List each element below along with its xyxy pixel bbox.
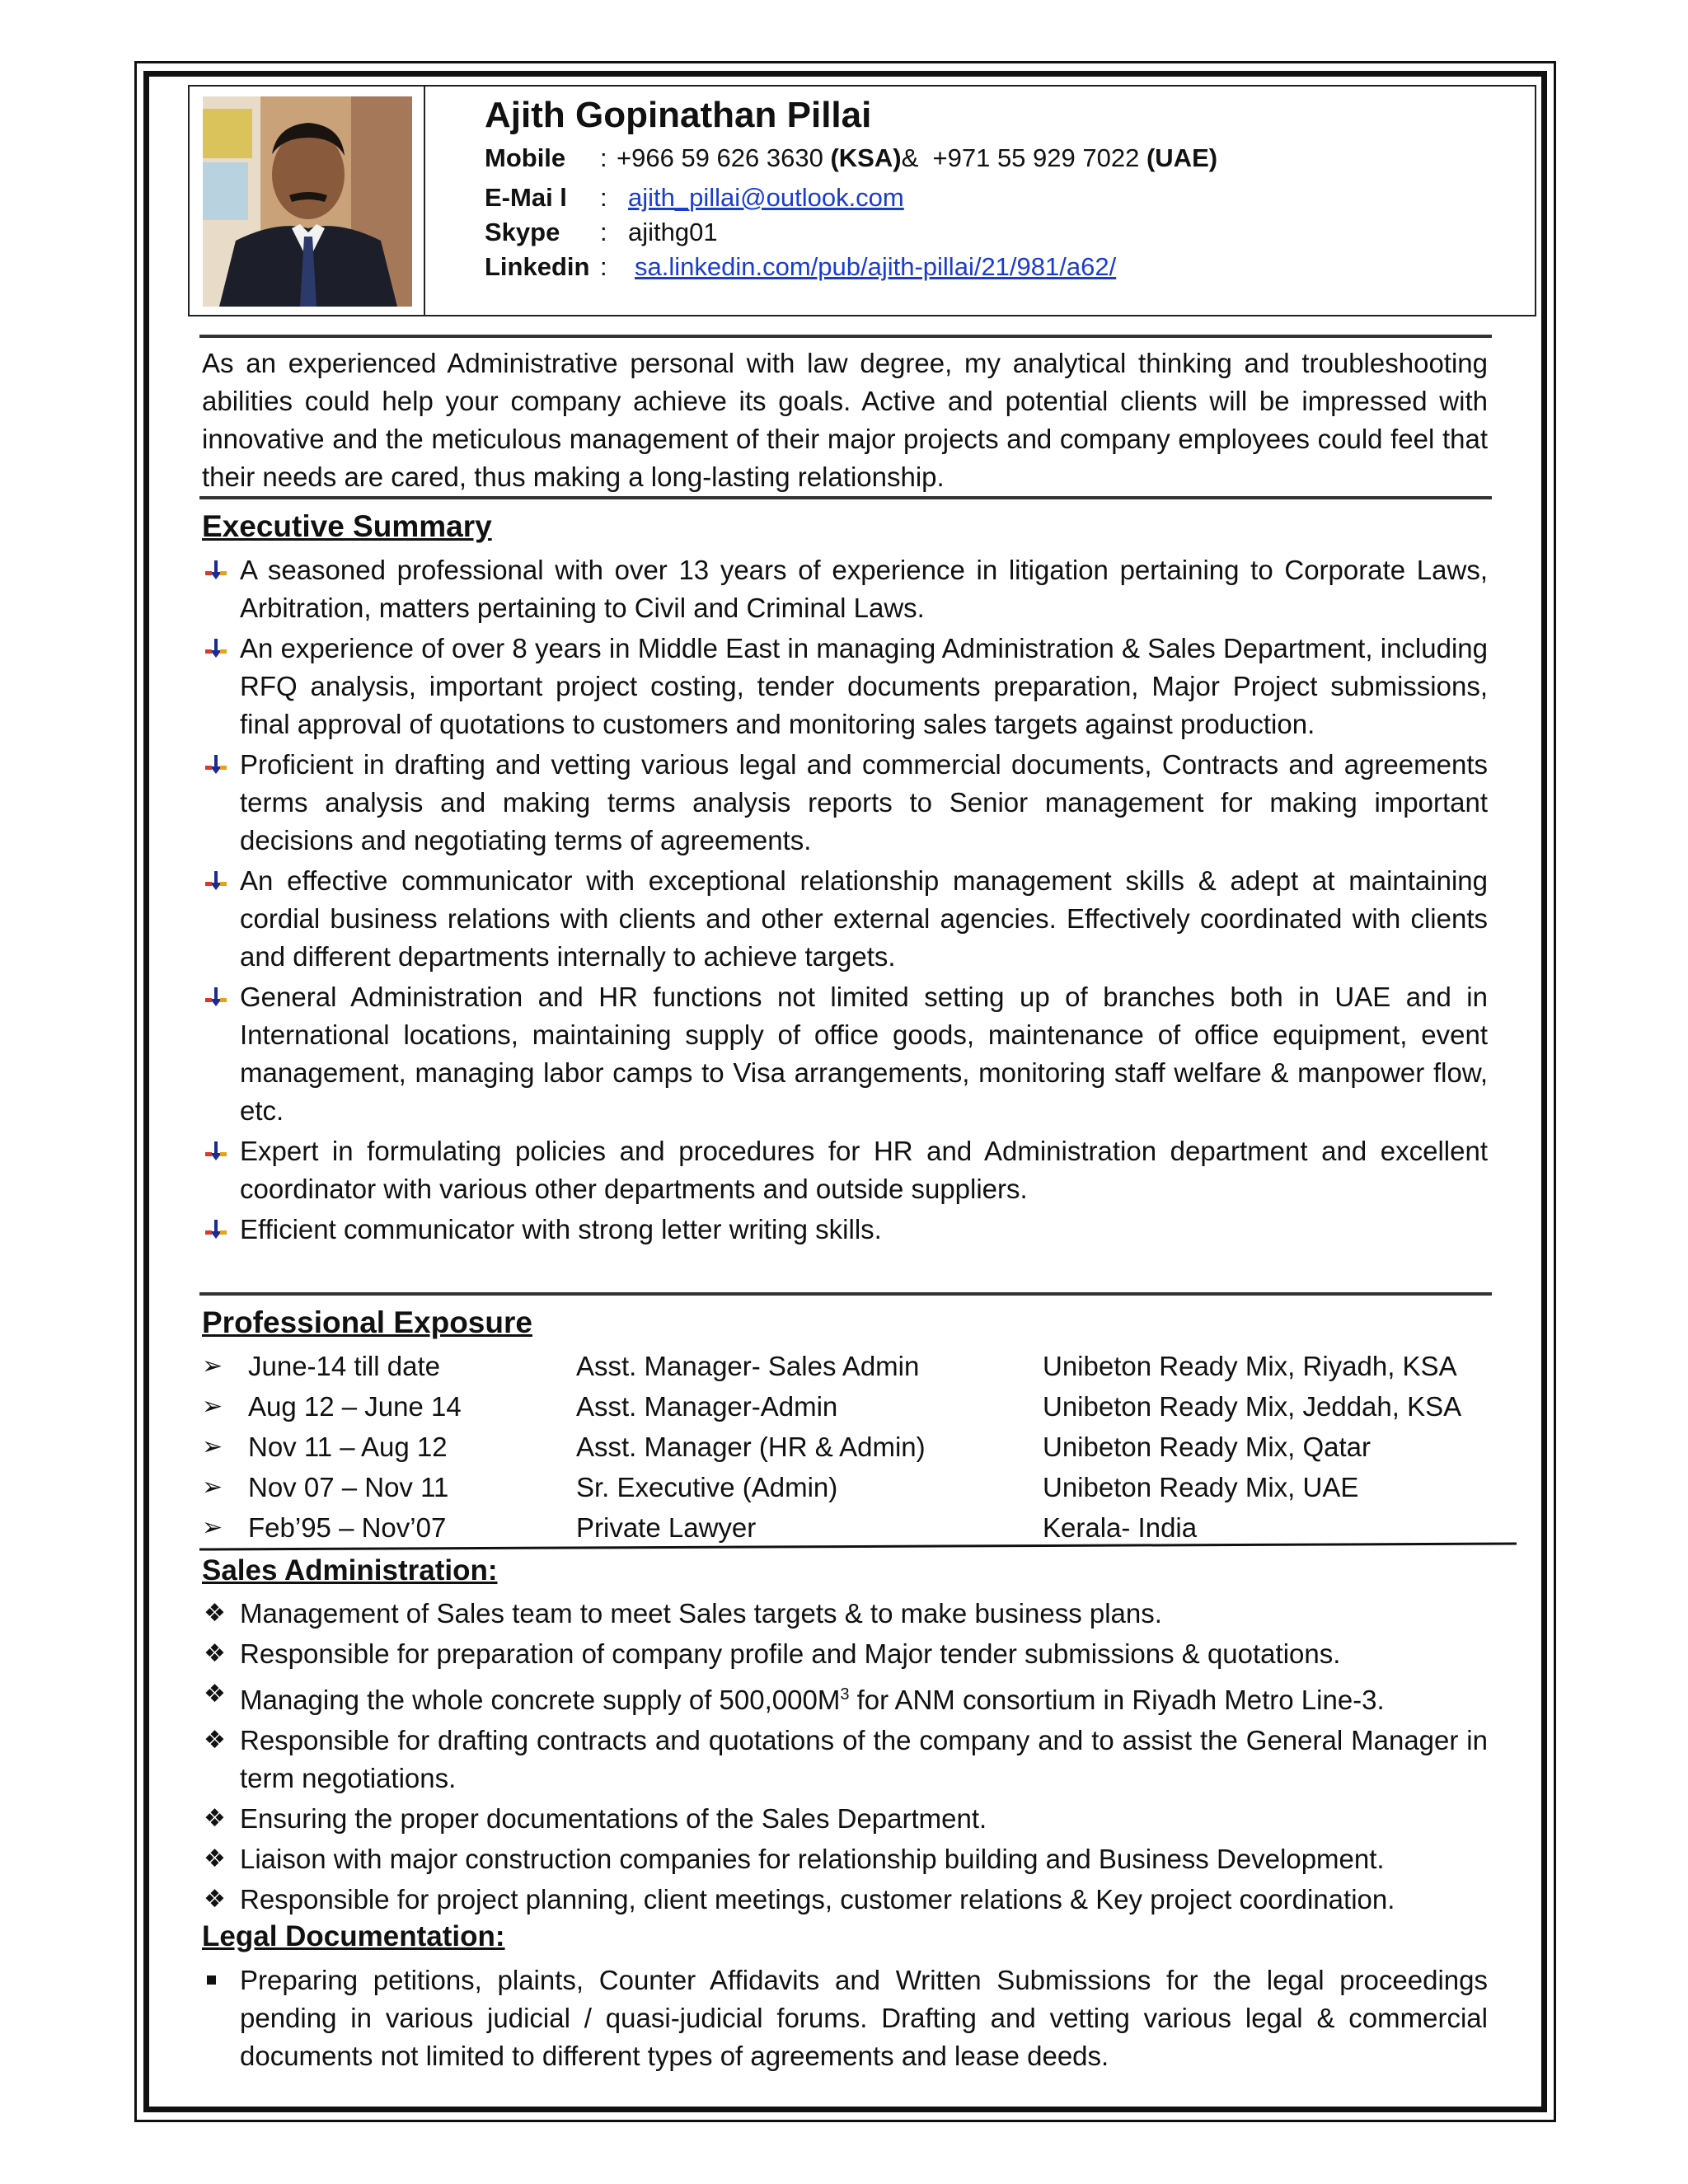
list-item: Efficient communicator with strong letter writing skills. (202, 1211, 1488, 1249)
list-item: ❖ Management of Sales team to meet Sales targets & to make business plans. (202, 1595, 1488, 1633)
period: Nov 07 – Nov 11 (248, 1472, 449, 1502)
table-row (202, 1427, 1504, 1467)
diamond-bullet-icon: ❖ (204, 1680, 226, 1708)
legal-documentation-list (202, 1961, 1488, 2075)
arrow-down-icon (204, 1141, 228, 1162)
professional-exposure-heading: Professional Exposure (202, 1305, 532, 1339)
mobile-row (485, 141, 1217, 176)
list-item: An effective communicator with exceptional relationship management skills & adept at maintaining cordial business relations with clients and other external agencies. Effectively coordinated with clients and different departments internally to achieve targets. (202, 862, 1488, 976)
linkedin-link[interactable]: sa.linkedin.com/pub/ajith-pillai/21/981/a62/ (635, 252, 1117, 281)
table-row (202, 1386, 1504, 1427)
company: Unibeton Ready Mix, UAE (1043, 1472, 1359, 1502)
role: Sr. Executive (Admin) (576, 1472, 838, 1502)
experience-table (202, 1346, 1504, 1548)
list-item: Proficient in drafting and vetting various legal and commercial documents, Contracts and agreements terms analysis and making terms analysis reports to Senior management for making important decisions and negotiating terms of agreements. (202, 746, 1488, 860)
arrow-down-icon (204, 987, 228, 1008)
arrow-bullet-icon: ➢ (202, 1513, 223, 1542)
sales-administration-heading: Sales Administration: (202, 1554, 498, 1586)
diamond-bullet-icon: ❖ (204, 1599, 226, 1628)
executive-summary-heading: Executive Summary (202, 509, 492, 543)
list-item: ❖ Responsible for project planning, client meetings, customer relations & Key project coordination. (202, 1881, 1488, 1919)
diamond-bullet-icon: ❖ (204, 1726, 226, 1755)
contact-block (485, 90, 1217, 284)
period: Nov 11 – Aug 12 (248, 1432, 448, 1462)
list-item: A seasoned professional with over 13 years of experience in litigation pertaining to Corporate Laws, Arbitration, matters pertaining to Civil and Criminal Laws. (202, 551, 1488, 627)
divider (199, 335, 1492, 338)
arrow-bullet-icon: ➢ (202, 1392, 223, 1421)
executive-summary-list (202, 551, 1488, 1249)
list-item: ❖ Responsible for preparation of company profile and Major tender submissions & quotations. (202, 1635, 1488, 1673)
photo-cell (190, 87, 425, 315)
list-item: ❖ Liaison with major construction companies for relationship building and Business Development. (202, 1840, 1488, 1878)
skype-id: ajithg01 (628, 218, 718, 246)
square-bullet-icon (207, 1975, 216, 1985)
list-item: ❖ Ensuring the proper documentations of the Sales Department. (202, 1800, 1488, 1838)
diamond-bullet-icon: ❖ (204, 1885, 226, 1914)
role: Asst. Manager-Admin (576, 1391, 838, 1422)
list-item: ❖ Responsible for drafting contracts and quotations of the company and to assist the General Manager in term negotiations. (202, 1722, 1488, 1797)
header-box (188, 85, 1536, 316)
arrow-bullet-icon: ➢ (202, 1432, 223, 1461)
arrow-bullet-icon: ➢ (202, 1352, 223, 1380)
mobile-label: Mobile (485, 143, 566, 172)
email-row (485, 180, 1217, 215)
list-item: An experience of over 8 years in Middle East in managing Administration & Sales Department, including RFQ analysis, important project costing, tender documents preparation, Major Project submissions, final approval of quotations to customers and monitoring sales targets against production. (202, 630, 1488, 743)
mobile-country-ksa: (KSA) (830, 143, 902, 172)
divider (199, 1292, 1492, 1296)
arrow-down-icon (204, 754, 228, 776)
role: Private Lawyer (576, 1512, 757, 1543)
table-row (202, 1346, 1504, 1386)
objective-paragraph: As an experienced Administrative personal with law degree, my analytical thinking and troubleshooting abilities could help your company achieve its goals. Active and potential clients will be impressed with innovative and the meticulous management of their major projects and company employees could feel that their needs are cared, thus making a long-lasting relationship. (202, 348, 1488, 492)
legal-documentation-heading: Legal Documentation: (202, 1920, 505, 1952)
email-link[interactable]: ajith_pillai@outlook.com (628, 183, 904, 212)
linkedin-separator: : (600, 252, 607, 281)
email-separator: : (600, 183, 607, 212)
list-item: Expert in formulating policies and procedures for HR and Administration department and excellent coordinator with various other departments and outside suppliers. (202, 1132, 1488, 1208)
candidate-name: Ajith Gopinathan Pillai (485, 95, 872, 135)
period: June-14 till date (248, 1351, 440, 1381)
company: Kerala- India (1043, 1512, 1198, 1543)
mobile-separator: : (600, 143, 607, 172)
list-item: General Administration and HR functions not limited setting up of branches both in UAE and in International locations, maintaining supply of office goods, maintenance of office equipment, event management, managing labor camps to Visa arrangements, monitoring staff welfare & manpower flow, etc. (202, 978, 1488, 1130)
arrow-bullet-icon: ➢ (202, 1473, 223, 1502)
period: Aug 12 – June 14 (248, 1391, 462, 1422)
diamond-bullet-icon: ❖ (204, 1844, 226, 1873)
period: Feb’95 – Nov’07 (248, 1512, 447, 1543)
skype-label: Skype (485, 218, 560, 246)
role: Asst. Manager- Sales Admin (576, 1351, 920, 1381)
company: Unibeton Ready Mix, Qatar (1043, 1432, 1372, 1462)
role: Asst. Manager (HR & Admin) (576, 1432, 926, 1462)
email-label: E-Mai l (485, 183, 567, 212)
sales-administration-list (202, 1595, 1488, 1919)
profile-photo (203, 96, 412, 307)
skype-row (485, 215, 1217, 250)
company: Unibeton Ready Mix, Jeddah, KSA (1043, 1391, 1462, 1422)
diamond-bullet-icon: ❖ (204, 1639, 226, 1668)
mobile-number-uae: +971 55 929 7022 (932, 143, 1140, 172)
arrow-down-icon (204, 560, 228, 581)
arrow-down-icon (204, 1219, 228, 1240)
skype-separator: : (600, 218, 607, 246)
mobile-joiner: & (901, 143, 919, 172)
company: Unibeton Ready Mix, Riyadh, KSA (1043, 1351, 1457, 1381)
list-item: Preparing petitions, plaints, Counter Affidavits and Written Submissions for the legal proceedings pending in various judicial / quasi-judicial forums. Drafting and vetting various legal & commercial documents not limited to different types of agreements and lease deeds. (202, 1961, 1488, 2075)
linkedin-row (485, 250, 1217, 284)
mobile-number-ksa: +966 59 626 3630 (617, 143, 823, 172)
diamond-bullet-icon: ❖ (204, 1804, 226, 1833)
arrow-down-icon (204, 870, 228, 892)
list-item: ❖ Managing the whole concrete supply of $500,000M^3$ for ANM consortium in Riyadh Metro Line-3. (202, 1675, 1488, 1719)
linkedin-label: Linkedin (485, 252, 590, 281)
mobile-country-uae: (UAE) (1146, 143, 1218, 172)
table-row (202, 1467, 1504, 1507)
divider (199, 496, 1492, 499)
arrow-down-icon (204, 638, 228, 659)
